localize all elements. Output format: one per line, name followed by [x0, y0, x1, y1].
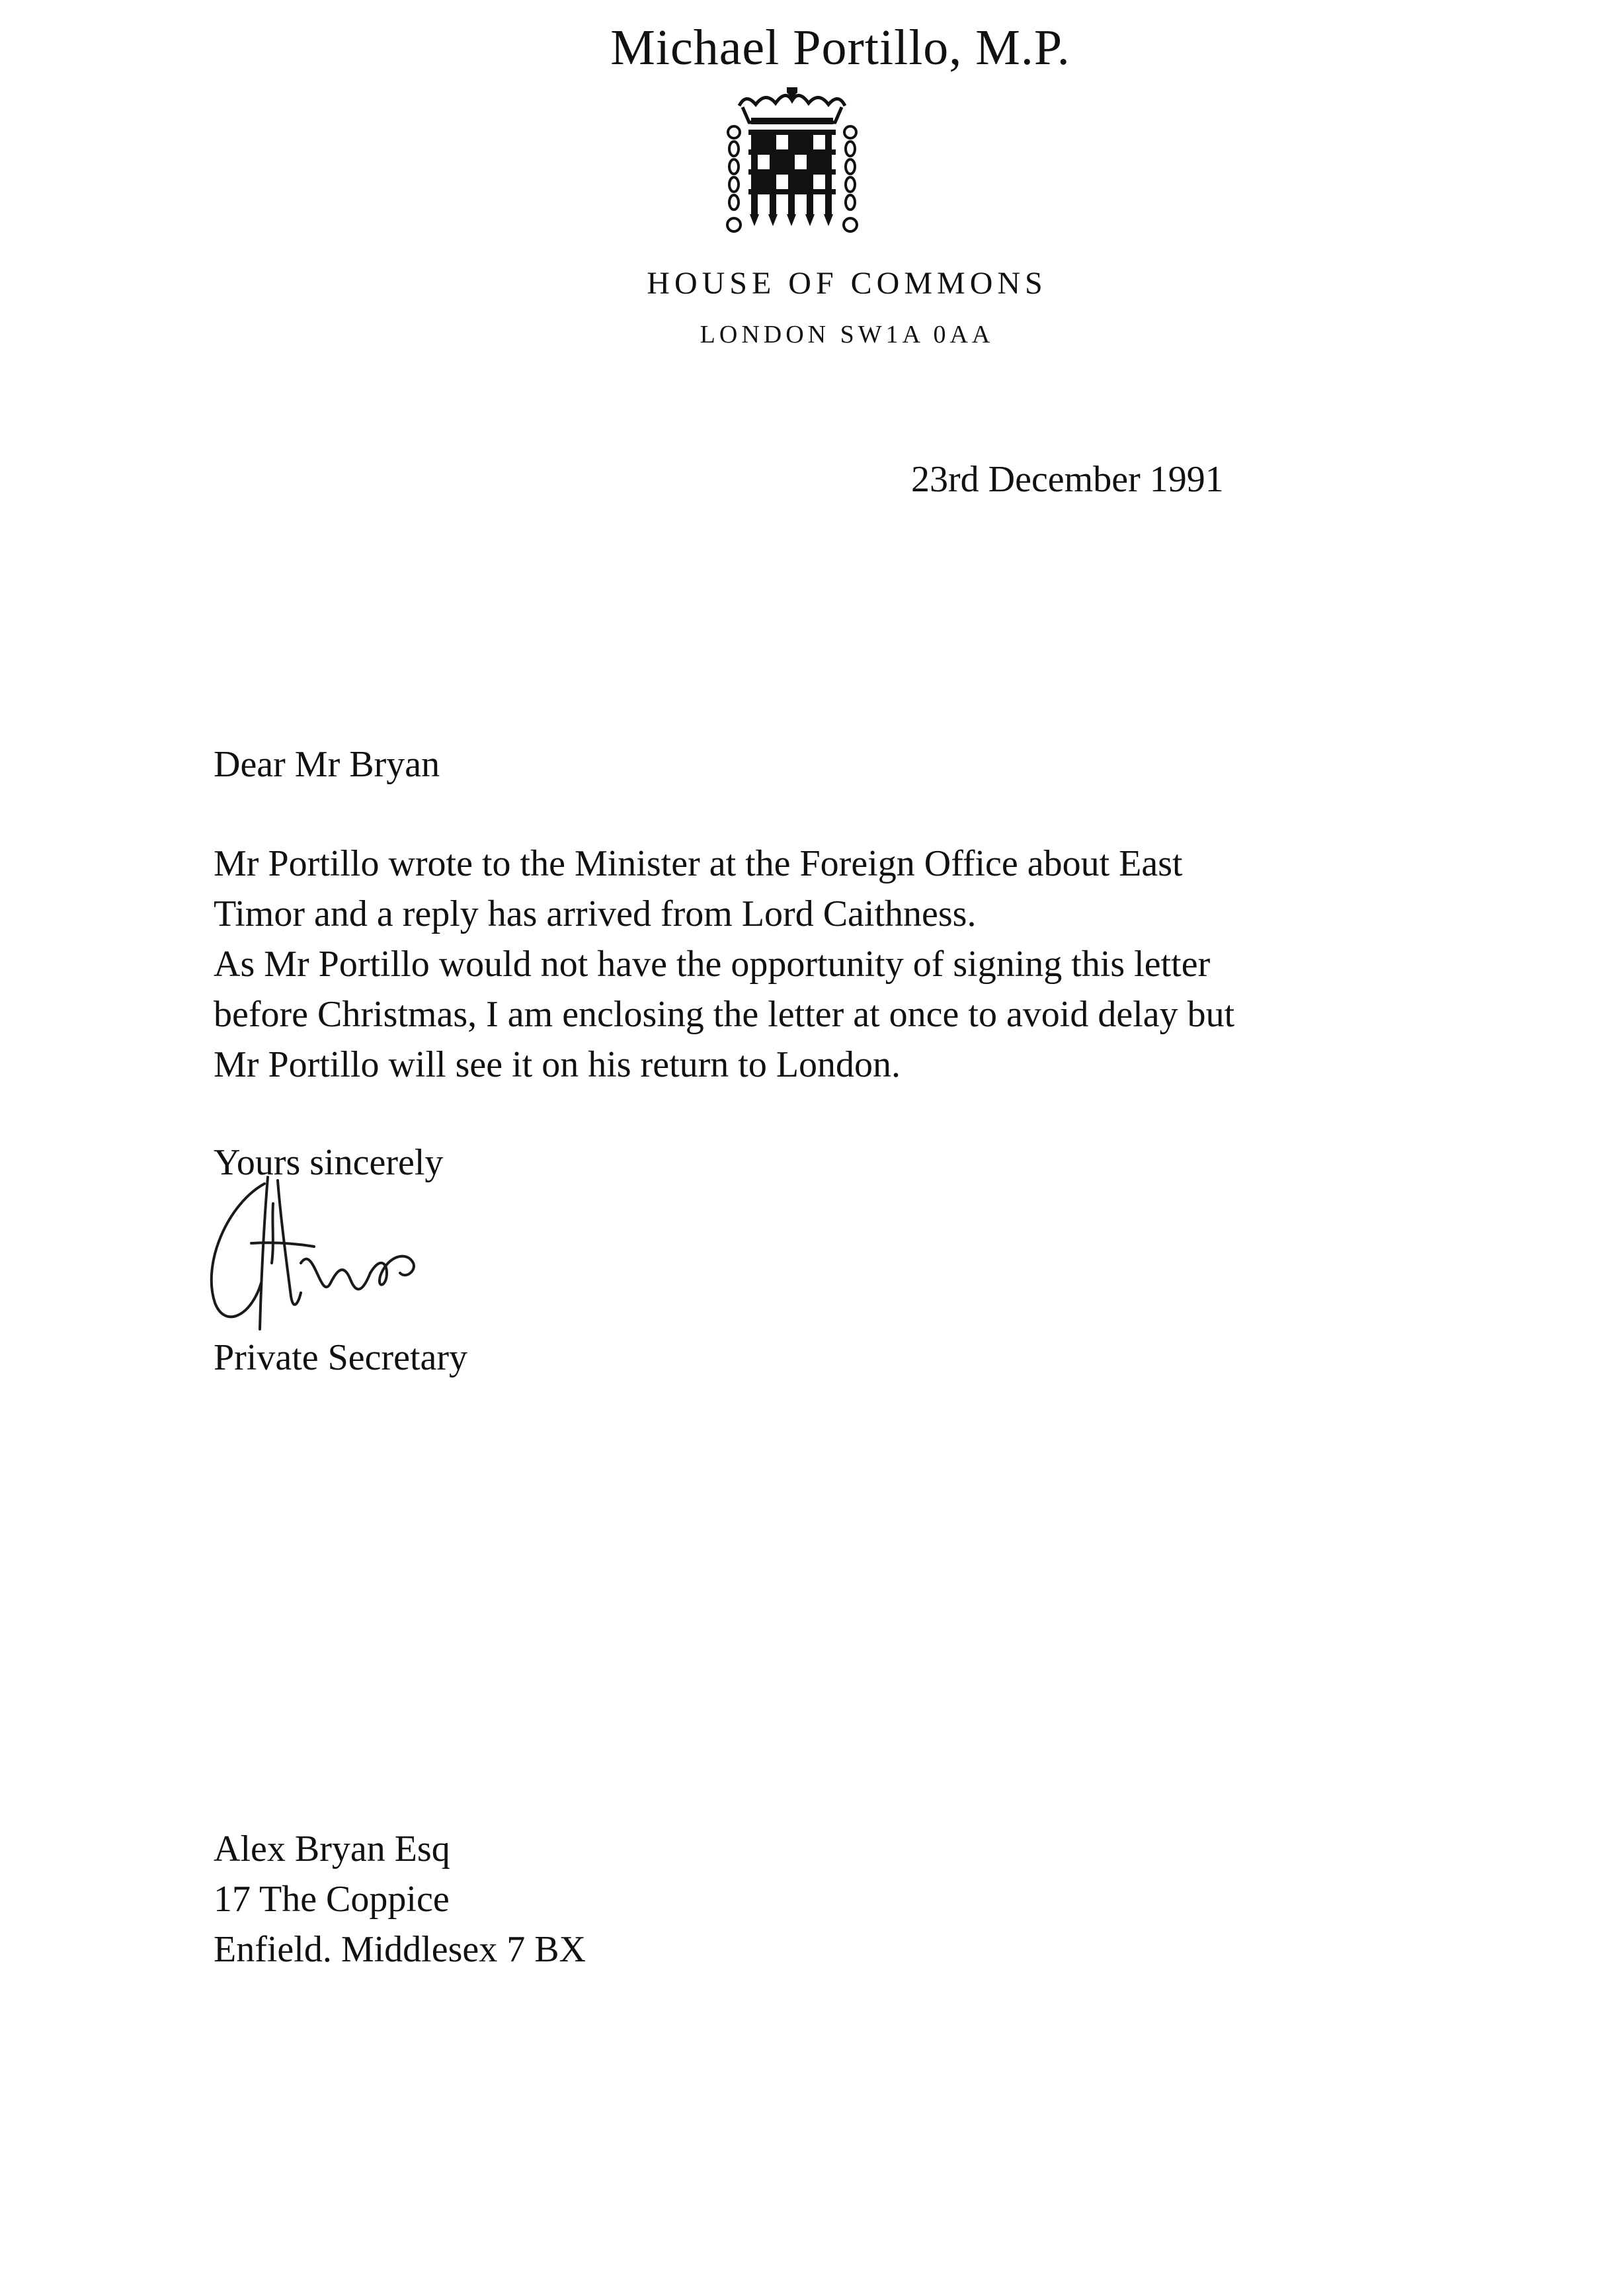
recipient-name: Alex Bryan Esq [214, 1828, 450, 1869]
letter-date: 23rd December 1991 [911, 459, 1224, 500]
recipient-address [214, 1824, 586, 1975]
closing: Yours sincerely [214, 1142, 444, 1183]
letterhead-institution: HOUSE OF COMMONS [647, 266, 1047, 301]
signatory-role: Private Secretary [214, 1337, 468, 1378]
portcullis-icon [719, 86, 865, 238]
letterhead-address: LONDON SW1A 0AA [700, 321, 994, 348]
letterhead-name: Michael Portillo, M.P. [610, 20, 1070, 75]
body-paragraph-2 [214, 939, 1234, 1090]
body-line: Mr Portillo will see it on his return to London. [214, 1044, 901, 1085]
salutation: Dear Mr Bryan [214, 744, 440, 785]
body-line: before Christmas, I am enclosing the letter at once to avoid delay but [214, 994, 1235, 1035]
body-line: Mr Portillo wrote to the Minister at the Foreign Office about East [214, 843, 1183, 884]
handwritten-signature [188, 1164, 493, 1336]
body-paragraph-1 [214, 839, 1183, 939]
recipient-town: Enfield. Middlesex 7 BX [214, 1929, 586, 1970]
body-line: Timor and a reply has arrived from Lord Caithness. [214, 893, 977, 934]
recipient-street: 17 The Coppice [214, 1879, 450, 1920]
body-line: As Mr Portillo would not have the opportunity of signing this letter [214, 944, 1211, 985]
